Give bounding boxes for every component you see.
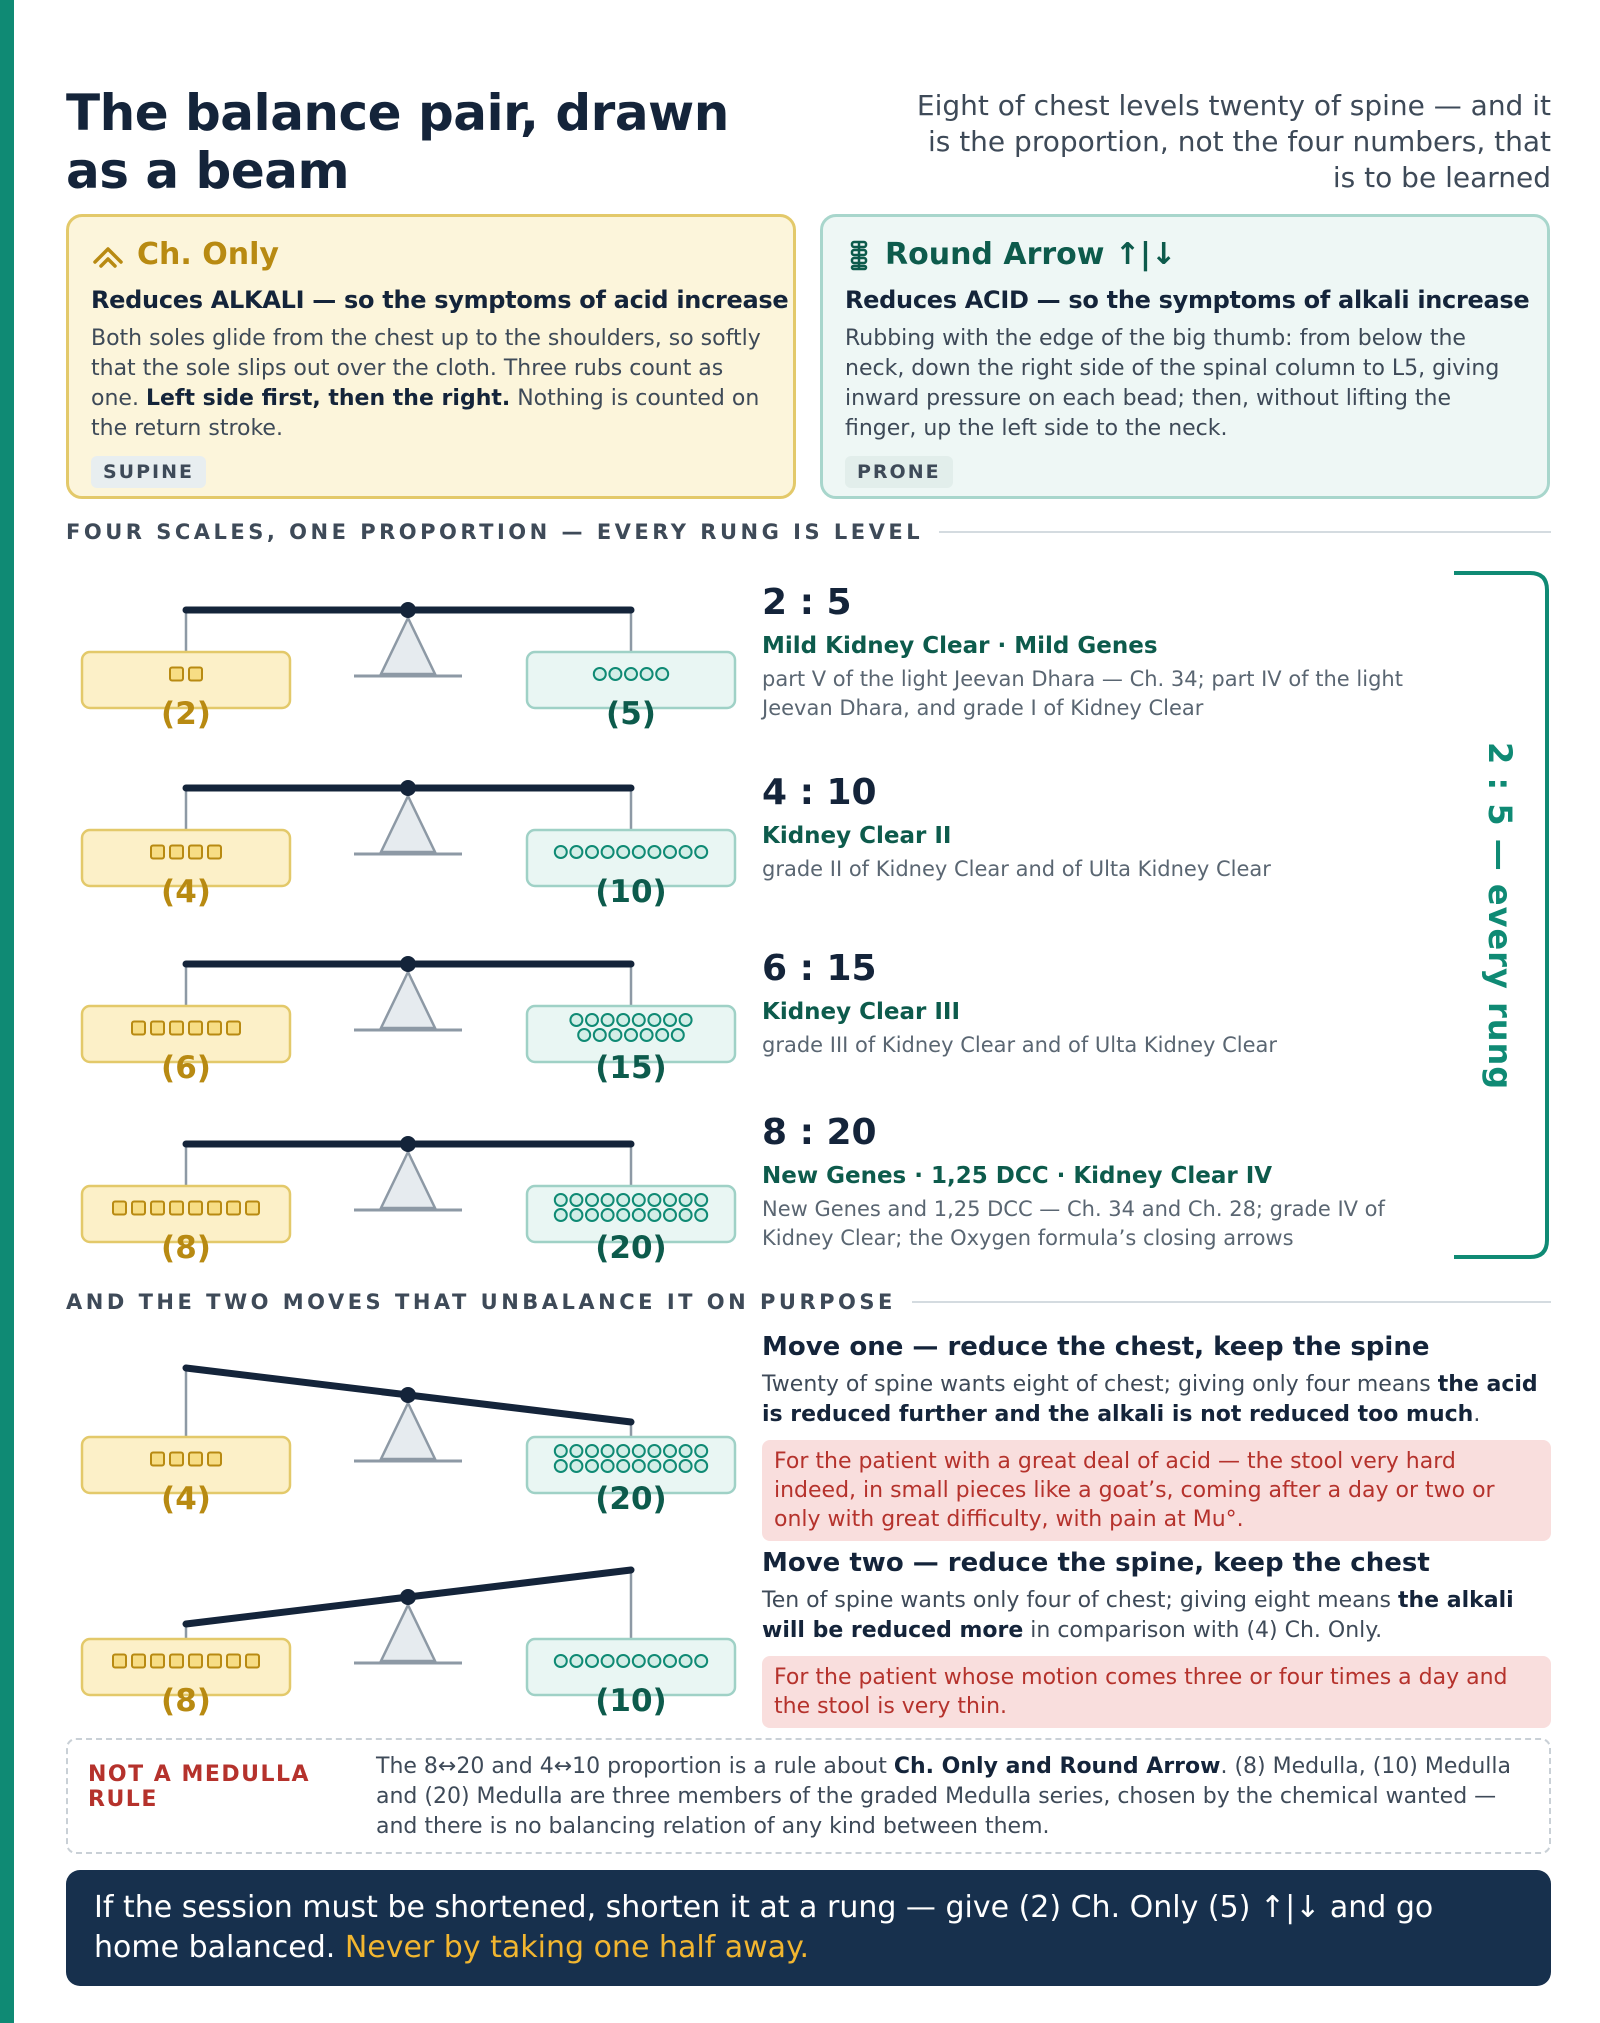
chest-unit	[246, 1655, 259, 1668]
move-two-title: Move two — reduce the spine, keep the chest	[762, 1548, 1430, 1578]
ch-only-body-text-2: Nothing is counted on the return stroke.	[91, 386, 760, 441]
footer-highlight: Never by taking one half away.	[344, 1930, 810, 1965]
rung-ratio: 2 : 5	[762, 582, 852, 623]
spine-bead	[695, 846, 707, 858]
spine-bead	[570, 1460, 582, 1472]
spine-bead	[602, 1655, 614, 1667]
chest-unit	[246, 1202, 259, 1215]
chest-unit	[189, 1022, 202, 1035]
chest-unit	[170, 1022, 183, 1035]
spine-bead	[641, 668, 653, 680]
rung-name: New Genes · 1,25 DCC · Kidney Clear IV	[762, 1163, 1273, 1189]
fulcrum	[381, 1403, 435, 1459]
spine-bead	[633, 1445, 645, 1457]
spine-bead	[586, 1655, 598, 1667]
move-two-desc-text-2: in comparison with (4) Ch. Only.	[1023, 1618, 1383, 1643]
beam-pivot	[400, 1136, 416, 1152]
spine-bead	[680, 1014, 692, 1026]
spine-bead	[594, 668, 606, 680]
spine-bead	[609, 1029, 621, 1041]
chest-unit	[170, 1202, 183, 1215]
move-two-patient-note: For the patient whose motion comes three or four times a day and the stool is very thin.	[762, 1656, 1551, 1728]
spine-bead	[648, 1194, 660, 1206]
spine-bead	[555, 846, 567, 858]
ch-only-body-text-1: Both soles glide from the chest up to the shoulders, so softly that the sole slips out over the cloth. Three rubs count as one.	[91, 326, 761, 411]
spine-bead	[609, 668, 621, 680]
chest-count-label: (6)	[161, 1050, 211, 1086]
chest-unit	[151, 1655, 164, 1668]
spine-bead	[602, 1445, 614, 1457]
chest-unit	[113, 1655, 126, 1668]
ch-only-card-title: Ch. Only	[137, 237, 279, 272]
spine-bead	[680, 1655, 692, 1667]
chest-unit	[189, 846, 202, 859]
footer-banner	[66, 1870, 1551, 1986]
chest-unit	[132, 1655, 145, 1668]
spine-bead	[555, 1209, 567, 1221]
spine-bead	[656, 668, 668, 680]
round-arrow-card-body: Rubbing with the edge of the big thumb: from below the neck, down the right side of the spinal column to L5, giving inward pressure on each bead; then, without lifting the finger, up the left side to the neck.	[845, 326, 1500, 441]
spine-bead	[648, 1014, 660, 1026]
section-divider-line	[912, 1301, 1551, 1303]
chest-unit	[208, 846, 221, 859]
chest-unit	[208, 1655, 221, 1668]
chest-unit	[132, 1202, 145, 1215]
chest-unit	[170, 668, 183, 681]
chest-unit	[227, 1022, 240, 1035]
fulcrum	[381, 796, 435, 852]
fulcrum	[381, 1605, 435, 1661]
spine-bead	[555, 1445, 567, 1457]
spine-bead	[555, 1655, 567, 1667]
beam-pivot	[400, 1387, 416, 1403]
fulcrum	[381, 972, 435, 1028]
beam-pivot	[400, 602, 416, 618]
side-accent-bar	[0, 0, 14, 2023]
spine-bead	[617, 1209, 629, 1221]
chest-unit	[189, 668, 202, 681]
page-title: The balance pair, drawn as a beam	[66, 84, 729, 200]
spine-bead	[625, 668, 637, 680]
spine-bead	[672, 1029, 684, 1041]
beam-pivot	[400, 956, 416, 972]
chest-unit	[208, 1453, 221, 1466]
rung-text	[762, 772, 1452, 884]
spine-bead	[664, 1445, 676, 1457]
rung-ratio: 6 : 15	[762, 948, 877, 989]
spine-bead	[664, 1014, 676, 1026]
ch-only-card-summary: Reduces ALKALI — so the symptoms of acid increase	[91, 286, 789, 314]
beam-pivot	[400, 1589, 416, 1605]
position-tag-supine: SUPINE	[91, 456, 206, 488]
rung-description: New Genes and 1,25 DCC — Ch. 34 and Ch. 28; grade IV of Kidney Clear; the Oxygen formula’s closing arrows	[762, 1197, 1385, 1250]
spine-bead	[594, 1029, 606, 1041]
spine-bead	[555, 1460, 567, 1472]
medulla-note-text	[376, 1752, 1529, 1840]
spine-bead	[570, 846, 582, 858]
chest-count-label: (4)	[161, 874, 211, 910]
chest-unit	[227, 1202, 240, 1215]
spine-bead	[648, 1460, 660, 1472]
spine-bead	[633, 1209, 645, 1221]
spine-bead	[680, 1194, 692, 1206]
move-one-desc	[762, 1370, 1551, 1430]
move-two-desc-text-1: Ten of spine wants only four of chest; giving eight means	[762, 1588, 1398, 1613]
page	[66, 0, 1551, 2023]
spine-count-label: (15)	[595, 1050, 667, 1086]
spine-bead	[633, 846, 645, 858]
spine-bead	[570, 1194, 582, 1206]
chest-unit	[189, 1453, 202, 1466]
move-one-desc-text-1: Twenty of spine wants eight of chest; giving only four means	[762, 1372, 1438, 1397]
spine-bead	[617, 1445, 629, 1457]
move-one-desc-emphasis: the acid is reduced further and the alkali is not reduced too much	[762, 1372, 1538, 1427]
spine-bead	[648, 846, 660, 858]
spine-bead	[656, 1029, 668, 1041]
chest-unit	[151, 1022, 164, 1035]
spine-bead	[633, 1014, 645, 1026]
spine-count-label: (5)	[606, 696, 656, 732]
spine-bead	[664, 1209, 676, 1221]
chest-unit	[170, 846, 183, 859]
move-two-text	[762, 1548, 1551, 1728]
chest-count-label: (4)	[161, 1481, 211, 1517]
spine-bead	[680, 1209, 692, 1221]
medulla-text-1: The 8↔20 and 4↔10 proportion is a rule about	[376, 1754, 894, 1779]
move-two-desc-emphasis: the alkali will be reduced more	[762, 1588, 1514, 1643]
spine-bead	[617, 1655, 629, 1667]
rung-ratio: 4 : 10	[762, 772, 877, 813]
chest-unit	[208, 1202, 221, 1215]
rung-description: grade III of Kidney Clear and of Ulta Kidney Clear	[762, 1033, 1278, 1057]
section-label-scales-text: FOUR SCALES, ONE PROPORTION — EVERY RUNG IS LEVEL	[66, 520, 924, 544]
spine-bead	[602, 846, 614, 858]
spine-bead	[586, 1460, 598, 1472]
spine-bead	[602, 1194, 614, 1206]
round-arrow-card-summary: Reduces ACID — so the symptoms of alkali increase	[845, 286, 1530, 314]
spine-bead	[695, 1194, 707, 1206]
chest-unit	[151, 1202, 164, 1215]
chest-unit	[170, 1453, 183, 1466]
position-tag-prone: PRONE	[845, 456, 953, 488]
chest-unit	[189, 1202, 202, 1215]
spine-bead	[664, 1460, 676, 1472]
chest-count-label: (2)	[161, 696, 211, 732]
page-subtitle: Eight of chest levels twenty of spine — and it is the proportion, not the four numbers, that is to be learned	[916, 89, 1551, 194]
chest-unit	[151, 846, 164, 859]
footer-text: If the session must be shortened, shorten it at a rung — give (2) Ch. Only (5) ↑|↓ and go home balanced.	[94, 1890, 1434, 1965]
spine-bead	[695, 1445, 707, 1457]
section-label-moves	[66, 1290, 1551, 1314]
rung-description: grade II of Kidney Clear and of Ulta Kidney Clear	[762, 857, 1271, 881]
spine-bead	[680, 846, 692, 858]
spine-bead	[570, 1655, 582, 1667]
chest-count-label: (8)	[161, 1230, 211, 1266]
rung-name: Mild Kidney Clear · Mild Genes	[762, 633, 1158, 659]
spine-bead	[633, 1194, 645, 1206]
chest-unit	[151, 1453, 164, 1466]
spine-bead	[617, 1194, 629, 1206]
spine-count-label: (20)	[595, 1230, 667, 1266]
rung-text	[762, 1112, 1452, 1253]
chest-unit	[227, 1655, 240, 1668]
medulla-text-emphasis: Ch. Only and Round Arrow	[893, 1754, 1221, 1779]
rung-name: Kidney Clear III	[762, 999, 961, 1025]
spine-bead	[586, 1445, 598, 1457]
fulcrum	[381, 618, 435, 674]
spine-bead	[617, 1460, 629, 1472]
medulla-note-box	[66, 1738, 1551, 1854]
spine-bead	[602, 1209, 614, 1221]
spine-bead	[641, 1029, 653, 1041]
chest-count-label: (8)	[161, 1683, 211, 1719]
rung-text	[762, 582, 1452, 723]
proportion-bracket-label: 2 : 5 — every rung	[1481, 742, 1519, 1091]
spine-bead	[586, 1209, 598, 1221]
spine-bead	[570, 1014, 582, 1026]
spine-bead	[695, 1460, 707, 1472]
beam-pivot	[400, 780, 416, 796]
spine-bead	[695, 1209, 707, 1221]
rung-ratio: 8 : 20	[762, 1112, 877, 1153]
spine-bead	[664, 846, 676, 858]
spine-bead	[664, 1655, 676, 1667]
move-one-text	[762, 1332, 1551, 1541]
spine-bead	[648, 1655, 660, 1667]
spine-count-label: (10)	[595, 1683, 667, 1719]
spine-bead	[578, 1029, 590, 1041]
chest-unit	[132, 1022, 145, 1035]
spine-bead	[617, 846, 629, 858]
rung-name: Kidney Clear II	[762, 823, 952, 849]
medulla-note-label: NOT A MEDULLA RULE	[88, 1762, 311, 1812]
chest-unit	[189, 1655, 202, 1668]
spine-bead	[586, 1014, 598, 1026]
spine-count-label: (10)	[595, 874, 667, 910]
spine-bead	[695, 1655, 707, 1667]
spine-count-label: (20)	[595, 1481, 667, 1517]
spine-bead	[625, 1029, 637, 1041]
spine-bead	[602, 1014, 614, 1026]
spine-bead	[586, 1194, 598, 1206]
spine-bead	[586, 846, 598, 858]
move-one-title: Move one — reduce the chest, keep the spine	[762, 1332, 1430, 1362]
ch-only-body-emphasis: Left side first, then the right.	[145, 386, 511, 411]
spine-bead	[680, 1445, 692, 1457]
spine-bead	[648, 1445, 660, 1457]
spine-bead	[648, 1209, 660, 1221]
rung-text	[762, 948, 1452, 1060]
spine-bead	[570, 1445, 582, 1457]
move-one-patient-note: For the patient with a great deal of acid — the stool very hard indeed, in small pieces like a goat’s, coming after a day or two or only with great difficulty, with pain at Mu°.	[762, 1440, 1551, 1541]
spine-bead	[633, 1460, 645, 1472]
move-one-desc-text-2: .	[1473, 1402, 1481, 1427]
spine-bead	[680, 1460, 692, 1472]
spine-bead	[555, 1194, 567, 1206]
medulla-text-2: . (8) Medulla, (10) Medulla and (20) Medulla are three members of the graded Medulla series, chosen by the chemical wanted — and there is no balancing relation of any kind between them.	[376, 1754, 1512, 1839]
spine-bead	[633, 1655, 645, 1667]
spine-bead	[664, 1194, 676, 1206]
chest-unit	[113, 1202, 126, 1215]
spine-bead	[602, 1460, 614, 1472]
rung-description: part V of the light Jeevan Dhara — Ch. 34; part IV of the light Jeevan Dhara, and grade I of Kidney Clear	[762, 667, 1403, 720]
chest-unit	[208, 1022, 221, 1035]
section-label-moves-text: AND THE TWO MOVES THAT UNBALANCE IT ON PURPOSE	[66, 1290, 896, 1314]
spine-bead	[617, 1014, 629, 1026]
spine-bead	[570, 1209, 582, 1221]
fulcrum	[381, 1152, 435, 1208]
chest-unit	[170, 1655, 183, 1668]
move-two-desc	[762, 1586, 1551, 1646]
round-arrow-card-title: Round Arrow ↑|↓	[885, 237, 1177, 272]
